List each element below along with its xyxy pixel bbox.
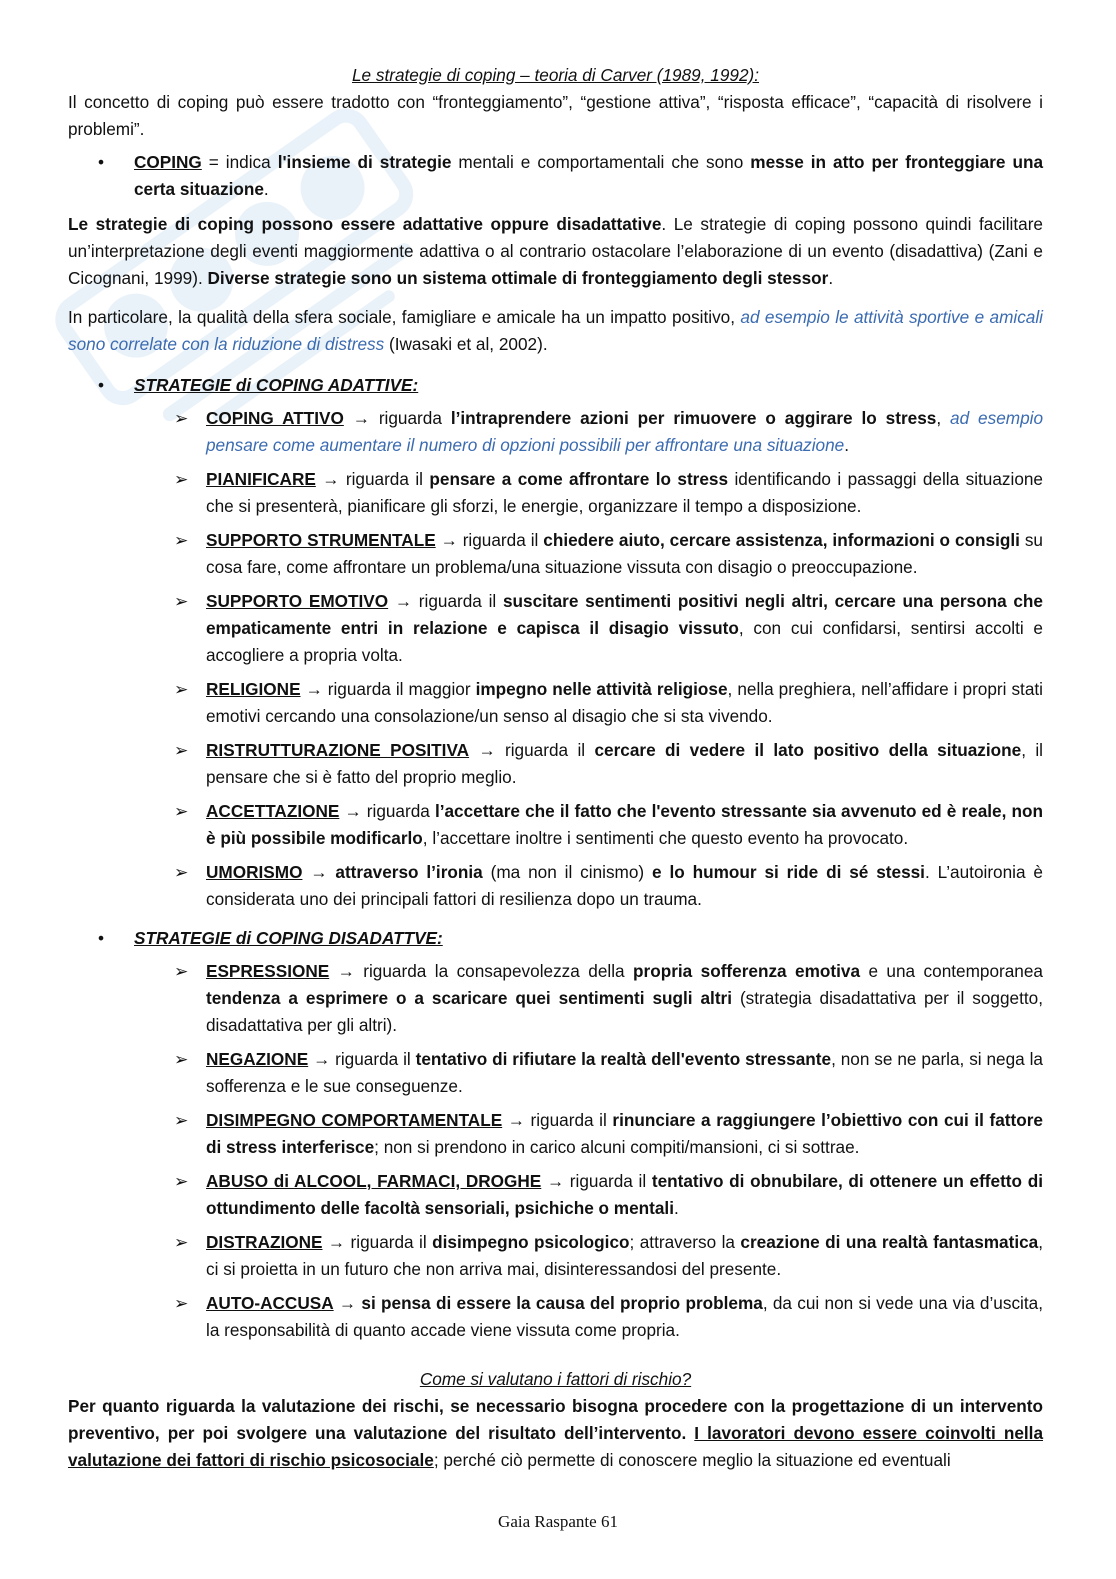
risk-assessment-paragraph: Per quanto riguarda la valutazione dei rischi, se necessario bisogna procedere con la progettazione di un intervento preventivo, per poi svolgere una valutazione del risultato dell’intervento. I lavoratori devono essere coinvolti nella valutazione dei fattori di rischio psicosociale; perché ciò permette di conoscere meglio la situazione ed eventuali bbox=[68, 1396, 1044, 1470]
arrowhead-icon: ➢ bbox=[174, 862, 189, 882]
document-page bbox=[68, 62, 1043, 1486]
page-title: Le strategie di coping – teoria di Carver (1989, 1992): bbox=[351, 65, 759, 85]
maladaptive-list bbox=[68, 958, 1043, 1344]
list-item: ➢ SUPPORTO STRUMENTALE → riguarda il chiedere aiuto, cercare assistenza, informazioni o consigli su cosa fare, come affrontare un problema/una situazione vissuta con disagio o preoccupazione. bbox=[68, 527, 1043, 581]
list-item: ➢ ACCETTAZIONE → riguarda l’accettare che il fatto che l'evento stressante sia avvenuto ed è reale, non è più possibile modificarlo, l’accettare inoltre i sentimenti che questo evento ha provocato. bbox=[68, 798, 1043, 852]
arrowhead-icon: ➢ bbox=[174, 679, 189, 699]
coping-definition: • COPING = indica l'insieme di strategie mentali e comportamentali che sono messe in atto per fronteggiare una certa situazione. bbox=[68, 149, 1043, 203]
list-item: ➢ COPING ATTIVO → riguarda l’intraprendere azioni per rimuovere o aggirare lo stress, ad esempio pensare come aumentare il numero di opzioni possibili per affrontare una situazione. bbox=[68, 405, 1043, 459]
list-item: ➢ UMORISMO → attraverso l’ironia (ma non il cinismo) e lo humour si ride di sé stessi. L’autoironia è considerata uno dei principali fattori di resilienza dopo un trauma. bbox=[68, 859, 1043, 913]
list-item: ➢ SUPPORTO EMOTIVO → riguarda il suscitare sentimenti positivi negli altri, cercare una persona che empaticamente entri in relazione e capisca il disagio vissuto, con cui confidarsi, sentirsi accolti e accogliere a propria volta. bbox=[68, 588, 1043, 669]
list-item: ➢ PIANIFICARE → riguarda il pensare a come affrontare lo stress identificando i passaggi della situazione che si presenterà, pianificare gli sforzi, le energie, organizzare il tempo a disposizione. bbox=[68, 466, 1043, 520]
list-item: ➢ ESPRESSIONE → riguarda la consapevolezza della propria sofferenza emotiva e una contemporanea tendenza a esprimere o a scaricare quei sentimenti sugli altri (strategia disadattativa per il soggetto, disadattativa per gli altri). bbox=[68, 958, 1043, 1039]
arrowhead-icon: ➢ bbox=[174, 469, 189, 489]
list-item: ➢ AUTO-ACCUSA → si pensa di essere la causa del proprio problema, da cui non si vede una via d’uscita, la responsabilità di quanto accade viene vissuta come propria. bbox=[68, 1290, 1043, 1344]
page-footer: Gaia Raspante 61 bbox=[498, 1512, 618, 1531]
list-item: ➢ DISIMPEGNO COMPORTAMENTALE → riguarda il rinunciare a raggiungere l’obiettivo con cui il fattore di stress interferisce; non si prendono in carico alcuni compiti/mansioni, ci si sottrae. bbox=[68, 1107, 1043, 1161]
bullet-dot-icon: • bbox=[98, 152, 105, 172]
adaptive-list bbox=[68, 405, 1043, 913]
arrowhead-icon: ➢ bbox=[174, 591, 189, 611]
arrowhead-icon: ➢ bbox=[174, 961, 189, 981]
arrowhead-icon: ➢ bbox=[174, 1232, 189, 1252]
list-item: ➢ RISTRUTTURAZIONE POSITIVA → riguarda il cercare di vedere il lato positivo della situazione, il pensare che si è fatto del proprio meglio. bbox=[68, 737, 1043, 791]
arrowhead-icon: ➢ bbox=[174, 1293, 189, 1313]
bullet-dot-icon: • bbox=[98, 375, 105, 395]
intro-paragraph: Il concetto di coping può essere tradotto con “fronteggiamento”, “gestione attiva”, “risposta efficace”, “capacità di risolvere i problemi”. bbox=[68, 92, 1043, 139]
bullet-dot-icon: • bbox=[98, 928, 105, 948]
arrowhead-icon: ➢ bbox=[174, 801, 189, 821]
list-item: ➢ RELIGIONE → riguarda il maggior impegno nelle attività religiose, nella preghiera, nell’affidare i propri stati emotivi cercando una consolazione/un senso al disagio che si sta vivendo. bbox=[68, 676, 1043, 730]
list-item: ➢ ABUSO di ALCOOL, FARMACI, DROGHE → riguarda il tentativo di obnubilare, di ottenere un effetto di ottundimento delle facoltà sensoriali, psichiche o mentali. bbox=[68, 1168, 1043, 1222]
arrowhead-icon: ➢ bbox=[174, 408, 189, 428]
social-sphere-paragraph: In particolare, la qualità della sfera sociale, famigliare e amicale ha un impatto positivo, ad esempio le attività sportive e amicali sono correlate con la riduzione di distress (Iwasaki et al, 2002). bbox=[68, 307, 1044, 354]
maladaptive-header: • STRATEGIE di COPING DISADATTVE: bbox=[68, 925, 1043, 952]
arrowhead-icon: ➢ bbox=[174, 1171, 189, 1191]
list-item: ➢ NEGAZIONE → riguarda il tentativo di rifiutare la realtà dell'evento stressante, non se ne parla, si nega la sofferenza e le sue conseguenze. bbox=[68, 1046, 1043, 1100]
adaptive-header: • STRATEGIE di COPING ADATTIVE: bbox=[68, 372, 1043, 399]
arrowhead-icon: ➢ bbox=[174, 1049, 189, 1069]
arrowhead-icon: ➢ bbox=[174, 1110, 189, 1130]
arrowhead-icon: ➢ bbox=[174, 530, 189, 550]
arrowhead-icon: ➢ bbox=[174, 740, 189, 760]
list-item: ➢ DISTRAZIONE → riguarda il disimpegno psicologico; attraverso la creazione di una realtà fantasmatica, ci si proietta in un futuro che non arriva mai, disinteressandosi del presente. bbox=[68, 1229, 1043, 1283]
adaptive-maladaptive-paragraph: Le strategie di coping possono essere adattative oppure disadattative. Le strategie di coping possono quindi facilitare un’interpretazione degli eventi maggiormente adattiva o al contrario ostacolare l’elaborazione di un evento (disadattiva) (Zani e Cicognani, 1999). Diverse strategie sono un sistema ottimale di fronteggiamento degli stessor. bbox=[68, 214, 1043, 288]
section-title: Come si valutano i fattori di rischio? bbox=[419, 1369, 692, 1389]
